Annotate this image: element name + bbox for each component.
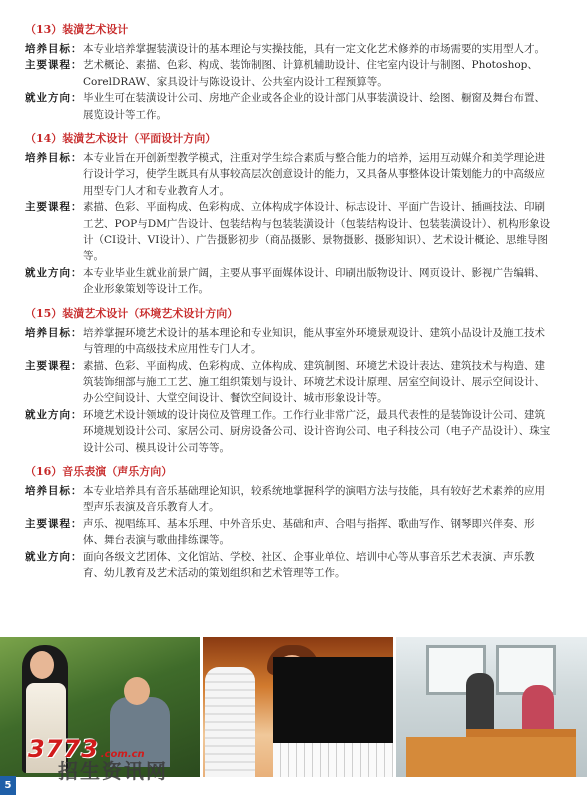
row-text: 声乐、视唱练耳、基本乐理、中外音乐史、基础和声、合唱与指挥、歌曲写作、钢琴即兴伴奏、形体、舞台表演与歌曲排练课等。 [83, 517, 535, 547]
desk [406, 737, 576, 777]
row-courses [25, 358, 555, 407]
row-courses [25, 57, 555, 90]
row-goal [25, 41, 555, 57]
section-title: （14）装潢艺术设计（平面设计方向） [25, 132, 217, 146]
section-decoration-design [25, 22, 555, 123]
section-title: （16）音乐表演（声乐方向） [25, 464, 173, 478]
watermark-domain: .com.cn [100, 749, 145, 760]
instructor-figure [466, 673, 494, 733]
row-text: 素描、色彩、平面构成、色彩构成、立体构成、建筑制图、环境艺术设计表达、建筑技术与构造、建筑装饰细部与施工工艺、施工组织策划与设计、环境艺术设计原理、居室空间设计、展示空间设计、办公空间设计、大堂空间设计、餐饮空间设计、城市形象设计等。 [83, 359, 545, 405]
photo-piano-lesson [203, 637, 393, 777]
singer-face [30, 651, 54, 679]
section-music-performance [25, 464, 555, 581]
row-employment [25, 90, 555, 123]
row-label: 主要课程： [25, 517, 83, 530]
student-figure [205, 667, 255, 777]
row-label: 就业方向： [25, 92, 83, 105]
watermark-text: 招生资讯网 [58, 759, 168, 783]
row-label: 就业方向： [25, 408, 83, 421]
row-goal [25, 325, 555, 358]
row-text: 本专业毕业生就业前景广阔，主要从事平面媒体设计、印刷出版物设计、网页设计、影视广告编辑、企业形象策划等设计工作。 [83, 266, 545, 296]
row-text: 素描、色彩、平面构成、色彩构成、立体构成字体设计、标志设计、平面广告设计、插画技法、印刷工艺、POP与DM广告设计、包装结构与包装装潢设计（包装结构设计、包装装潢设计）、机构形象设计（CI设计、VI设计）、广告摄影初步（商品摄影、景物摄影、摄影知识）、艺术设计概论、思维导图等。 [83, 201, 551, 263]
row-text: 毕业生可在装潢设计公司、房地产企业或各企业的设计部门从事装潢设计、绘图、橱窗及舞台布置、展览设计等工作。 [83, 92, 545, 121]
row-label: 主要课程： [25, 59, 83, 72]
row-label: 培养目标： [25, 152, 83, 165]
row-label: 主要课程： [25, 359, 83, 372]
row-goal [25, 483, 555, 516]
piano-keys [273, 743, 393, 777]
row-text: 艺术概论、素描、色彩、构成、装饰制图、计算机辅助设计、住宅室内设计与制图、Photoshop、CorelDRAW、家具设计与陈设设计、公共室内设计工程预算等。 [83, 59, 538, 88]
section-title: （13）装潢艺术设计 [25, 23, 129, 36]
student-figure [522, 685, 554, 735]
row-label: 培养目标： [25, 484, 83, 497]
row-label: 培养目标： [25, 43, 83, 55]
photo-classroom [396, 637, 587, 777]
page-number: 5 [0, 776, 16, 795]
program-list [25, 22, 555, 589]
row-courses [25, 199, 555, 265]
row-text: 面向各级文艺团体、文化馆站、学校、社区、企事业单位、培训中心等从事音乐艺术表演、声乐教育、幼儿教育及艺术活动的策划组织和艺术管理等工作。 [83, 550, 535, 579]
section-title: （15）装潢艺术设计（环境艺术设计方向） [25, 306, 239, 320]
row-label: 主要课程： [25, 201, 83, 214]
row-employment [25, 407, 555, 456]
row-text: 本专业培养掌握装潢设计的基本理论与实操技能，具有一定文化艺术修养的市场需要的实用型人才。 [83, 43, 545, 55]
row-label: 培养目标： [25, 326, 83, 339]
section-graphic-design [25, 131, 555, 298]
row-text: 环境艺术设计领域的设计岗位及管理工作。工作行业非常广泛，最具代表性的是装饰设计公司、建筑环境规划设计公司、家居公司、厨房设备公司、设计咨询公司、电子科技公司（电子产品设计）、珠宝设计公司、模具设计公司等等。 [83, 408, 551, 454]
row-text: 培养掌握环境艺术设计的基本理论和专业知识，能从事室外环境景观设计、建筑小品设计及施工技术与管理的中高级技术应用性专门人才。 [83, 326, 545, 356]
seated-teacher-face [124, 677, 150, 705]
row-label: 就业方向： [25, 266, 83, 279]
section-environment-design [25, 306, 555, 456]
watermark-number: 3773 [28, 735, 99, 763]
row-goal [25, 150, 555, 199]
row-courses [25, 516, 555, 549]
row-employment [25, 549, 555, 582]
row-text: 本专业培养具有音乐基础理论知识，较系统地掌握科学的演唱方法与技能，具有较好艺术素养的应用型声乐表演及音乐教育人才。 [83, 484, 545, 514]
row-text: 本专业旨在开创新型教学模式，注重对学生综合素质与整合能力的培养，运用互动媒介和美学理论进行设计学习，使学生既具有从事较高层次创意设计的能力，又具备从事整体设计策划能力的中高级应用型专门人才和专业教育人才。 [83, 152, 545, 197]
row-label: 就业方向： [25, 550, 83, 563]
row-employment [25, 265, 555, 298]
